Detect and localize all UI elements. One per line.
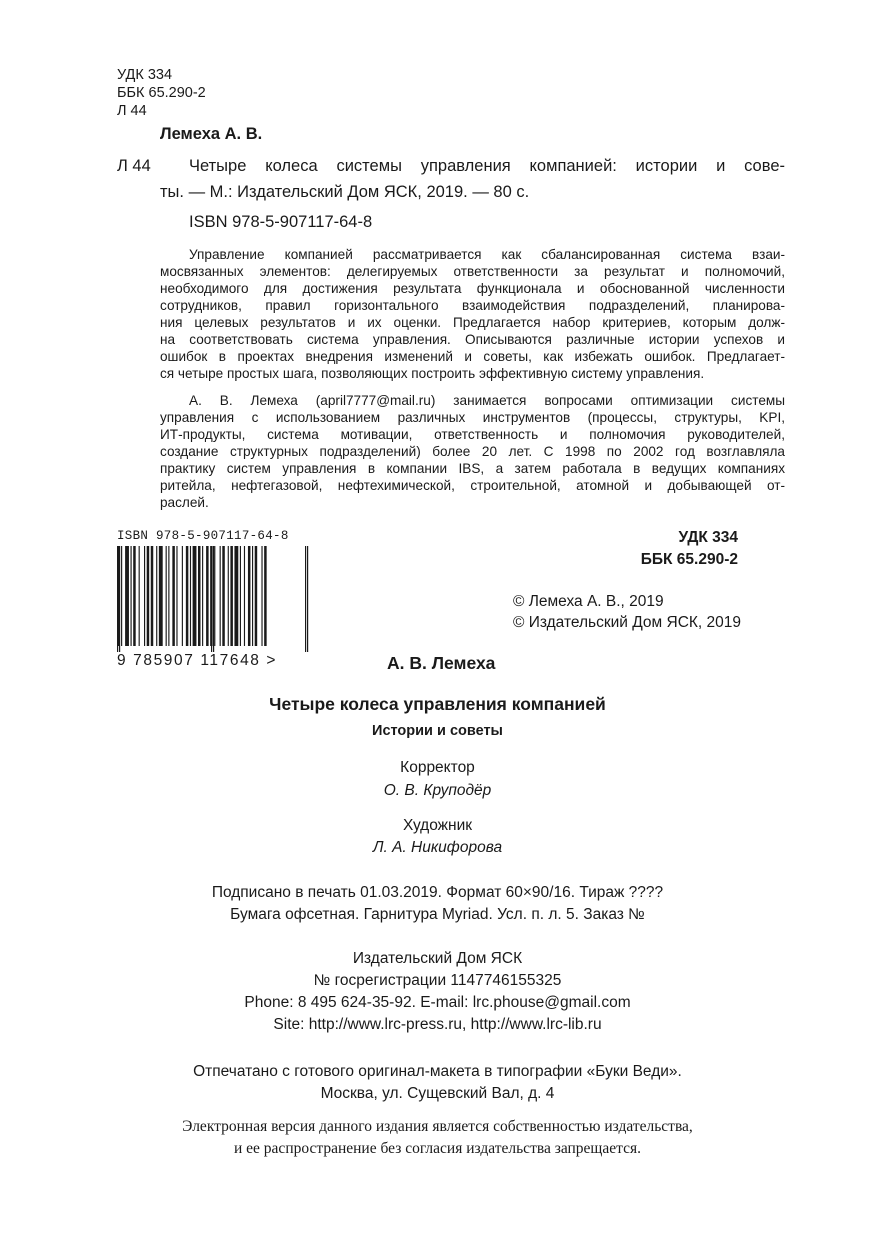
barcode-bar xyxy=(222,546,225,646)
udk-code: УДК 334 xyxy=(117,67,173,83)
author-heading: Лемеха А. В. xyxy=(160,125,263,143)
barcode-bar xyxy=(234,546,238,646)
bio-line: А. В. Лемеха (april7777@mail.ru) занимается вопросами оптимизации системы xyxy=(189,393,785,408)
barcode-bar xyxy=(228,546,229,646)
bbk-code: ББК 65.290-2 xyxy=(117,85,206,101)
barcode-bar xyxy=(166,546,167,646)
barcode-bar xyxy=(176,546,177,646)
barcode-bar xyxy=(261,546,262,646)
abstract-line: на соответствовать система управления. Описываются различные истории успехов и xyxy=(160,332,785,347)
book-title: Четыре колеса управления компанией xyxy=(269,694,606,714)
barcode-bar xyxy=(198,546,201,646)
barcode-bar xyxy=(252,546,253,646)
bio-line: создание структурных подразделений) более 20 лет. С 1998 по 2002 год возглавляла xyxy=(160,444,785,459)
barcode-bar xyxy=(240,546,241,646)
barcode-bar xyxy=(133,546,136,646)
barcode-bar xyxy=(264,546,267,646)
artist-name: Л. А. Никифорова xyxy=(372,839,503,856)
publisher-registration: № госрегистрации 1147746155325 xyxy=(313,972,562,989)
abstract-paragraph xyxy=(160,246,785,382)
barcode-bar xyxy=(131,546,132,646)
publisher-contact: Phone: 8 495 624-35-92. E-mail: lrc.phouse@gmail.com xyxy=(244,994,631,1011)
printing-line: Москва, ул. Сущевский Вал, д. 4 xyxy=(320,1085,555,1102)
barcode-guard-bar xyxy=(211,546,212,652)
bio-line: раслей. xyxy=(160,495,209,510)
barcode-bar xyxy=(121,546,122,646)
legal-notice xyxy=(0,1116,875,1160)
abstract-line: сотрудников, правил горизонтального взаимодействия подразделений, планирова- xyxy=(160,298,785,313)
print-info xyxy=(0,882,875,926)
barcode-bar xyxy=(151,546,154,646)
author-sign: Л 44 xyxy=(117,103,147,119)
barcode-guard-bar xyxy=(305,546,306,652)
abstract-line: мосвязанных элементов: делегируемых ответственности за результат и полномочий, xyxy=(160,264,785,279)
barcode-digits: 9 785907 117648 > xyxy=(117,652,278,669)
publisher-site: Site: http://www.lrc-press.ru, http://www.lrc-lib.ru xyxy=(273,1016,602,1033)
barcode-bar xyxy=(168,546,169,646)
barcode-icon xyxy=(117,546,310,652)
print-info-line: Подписано в печать 01.03.2019. Формат 60×90/16. Тираж ???? xyxy=(211,884,664,901)
barcode-bar xyxy=(193,546,197,646)
print-info-line: Бумага офсетная. Гарнитура Myriad. Усл. п. л. 5. Заказ № xyxy=(230,906,645,923)
book-author: А. В. Лемеха xyxy=(387,653,496,673)
author-bio-paragraph xyxy=(160,392,785,511)
publisher-info xyxy=(0,948,875,1036)
barcode-bar xyxy=(248,546,251,646)
barcode-bar xyxy=(139,546,140,646)
barcode-guard-bar xyxy=(119,546,120,652)
barcode-bar xyxy=(156,546,157,646)
copyright-author: © Лемеха А. В., 2019 xyxy=(513,593,664,610)
abstract-line: ся четыре простых шага, позволяющих построить эффективную систему управления. xyxy=(160,366,705,381)
artist-role: Художник xyxy=(402,817,473,834)
corrector-role: Корректор xyxy=(400,759,475,776)
bio-line: практику систем управления в компании IBS, а затем работала в ведущих компаниях xyxy=(160,461,785,476)
abstract-line: Управление компанией рассматривается как сбалансированная система взаи- xyxy=(189,247,785,262)
corrector-name: О. В. Круподёр xyxy=(383,782,492,799)
barcode-bar xyxy=(202,546,203,646)
copyright-publisher: © Издательский Дом ЯСК, 2019 xyxy=(513,614,742,631)
book-subtitle: Истории и советы xyxy=(372,723,503,739)
printing-line: Отпечатано с готового оригинал-макета в типографии «Буки Веди». xyxy=(193,1063,682,1080)
udk-code-right: УДК 334 xyxy=(678,529,738,546)
printing-info xyxy=(0,1061,875,1105)
barcode-bar xyxy=(220,546,221,646)
abstract-line: ошибок в проектах внедрения изменений и советы, как избежать ошибок. Предлагает- xyxy=(160,349,785,364)
legal-line: и ее распространение без согласия издательства запрещается. xyxy=(234,1140,641,1157)
barcode-bar xyxy=(159,546,163,646)
catalog-code: Л 44 xyxy=(117,157,151,175)
barcode-guard-bar xyxy=(117,546,118,652)
barcode-isbn-text: ISBN 978-5-907117-64-8 xyxy=(117,529,289,543)
catalog-isbn: ISBN 978-5-907117-64-8 xyxy=(189,213,373,231)
barcode-guard-bar xyxy=(307,546,308,652)
legal-line: Электронная версия данного издания является собственностью издательства, xyxy=(182,1118,693,1135)
barcode-bar xyxy=(125,546,129,646)
barcode-bar xyxy=(144,546,145,646)
bbk-code-right: ББК 65.290-2 xyxy=(640,551,738,568)
barcode-bar xyxy=(182,546,183,646)
barcode-bar xyxy=(214,546,215,646)
barcode-bar xyxy=(147,546,150,646)
bio-line: ИТ-продукты, система мотивации, ответственность и полномочия руководителей, xyxy=(160,427,785,442)
barcode-bar xyxy=(244,546,245,646)
barcode-bar xyxy=(206,546,209,646)
barcode-bar xyxy=(172,546,175,646)
abstract-line: необходимого для достижения результата функционала и обоснованной численности xyxy=(160,281,785,296)
barcode-bar xyxy=(190,546,191,646)
catalog-title-line-2: ты. — М.: Издательский Дом ЯСК, 2019. — 80 с. xyxy=(160,183,530,201)
publisher-name: Издательский Дом ЯСК xyxy=(352,950,523,967)
barcode-bar xyxy=(186,546,189,646)
barcode-guard-bar xyxy=(213,546,214,652)
bio-line: ритейла, нефтегазовой, нефтехимической, строительной, атомной и добывающей от- xyxy=(160,478,785,493)
barcode-bar xyxy=(230,546,233,646)
catalog-title-line-1: Четыре колеса системы управления компанией: истории и сове- xyxy=(189,157,785,175)
classification-block xyxy=(117,66,206,120)
barcode-bar xyxy=(255,546,258,646)
bio-line: управления с использованием различных инструментов (процессы, структуры, KPI, xyxy=(160,410,785,425)
abstract-line: ния целевых результатов и их оценки. Предлагается набор критериев, которым долж- xyxy=(160,315,785,330)
